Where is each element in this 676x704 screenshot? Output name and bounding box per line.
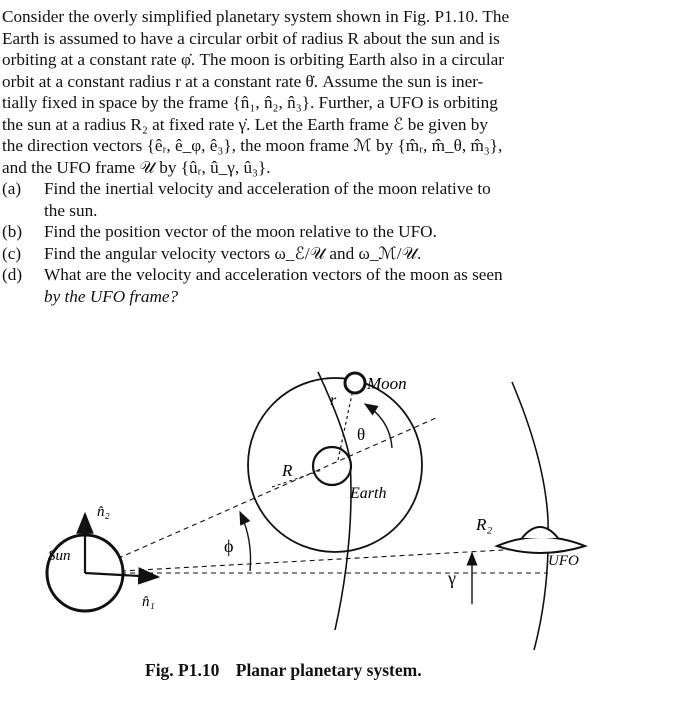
intro-line-4: orbit at a constant radius r at a constant rate θ̇. Assume the sun is iner- [2, 71, 484, 91]
intro-line-5: tially fixed in space by the frame {n̂₁, n̂₂, n̂₃}. Further, a UFO is orbiting [2, 93, 498, 112]
intro-line-3: orbiting at a constant rate φ̇. The moon is orbiting Earth also in a circular [2, 50, 505, 69]
part-c [2, 243, 672, 265]
part-d-label: (d) [2, 265, 23, 284]
earth-planet [313, 447, 351, 485]
n1-label: n̂₁ [142, 594, 155, 610]
part-c-label: (c) [2, 243, 22, 263]
part-b [2, 221, 672, 243]
problem-intro [2, 6, 672, 178]
theta-label: θ [357, 425, 366, 444]
planetary-system-figure [0, 352, 676, 652]
phi-angle-arc [240, 512, 251, 571]
ufo-icon [497, 527, 585, 553]
sun-label: Sun [48, 548, 71, 564]
moon-orbit-radius-line [272, 470, 322, 487]
part-a-line-1: Find the inertial velocity and acceleration of the moon relative to [44, 179, 491, 198]
part-c-line-1: Find the angular velocity vectors ω_ℰ/𝒰 and ω_ℳ/𝒰. [44, 243, 422, 263]
part-a-label: (a) [2, 179, 22, 198]
intro-line-2: Earth is assumed to have a circular orbit of radius R about the sun and is [2, 28, 500, 48]
part-b-label: (b) [2, 222, 23, 241]
part-d [2, 264, 672, 307]
n2-label: n̂₂ [97, 504, 110, 520]
figure-caption [145, 660, 422, 681]
moon-label: Moon [367, 374, 407, 393]
figure-caption-number: Fig. P1.10 [145, 660, 220, 680]
theta-angle-arc [365, 404, 392, 448]
R2-label: R₂ [476, 515, 493, 534]
r-label: r [330, 392, 337, 409]
R-label: R [282, 461, 293, 480]
figure-caption-text: Planar planetary system. [235, 660, 422, 680]
problem-statement [2, 6, 672, 307]
part-a [2, 178, 672, 221]
intro-line-6: the sun at a radius R₂ at fixed rate γ̇. Let the Earth frame ℰ be given by [2, 114, 488, 134]
moon-body [345, 373, 365, 393]
phi-label: ϕ [224, 536, 234, 556]
part-d-line-1: What are the velocity and acceleration vectors of the moon as seen [44, 265, 503, 284]
ufo-orbit-arc [512, 382, 548, 650]
intro-line-1: Consider the overly simplified planetary system shown in Fig. P1.10. The [2, 7, 510, 26]
intro-line-8: and the UFO frame 𝒰 by {ûᵣ, û_γ, û₃}. [2, 157, 271, 177]
intro-line-7: the direction vectors {êᵣ, ê_φ, ê₃}, the moon frame ℳ by {m̂ᵣ, m̂_θ, m̂₃}, [2, 136, 503, 155]
part-d-line-2: by the UFO frame? [44, 286, 179, 306]
earth-orbit-arc [318, 372, 351, 630]
part-b-line-1: Find the position vector of the moon relative to the UFO. [44, 222, 437, 241]
part-a-line-2: the sun. [44, 200, 98, 220]
gamma-label: γ [448, 568, 456, 588]
earth-label: Earth [350, 485, 387, 502]
ufo-label: UFO [548, 553, 579, 569]
